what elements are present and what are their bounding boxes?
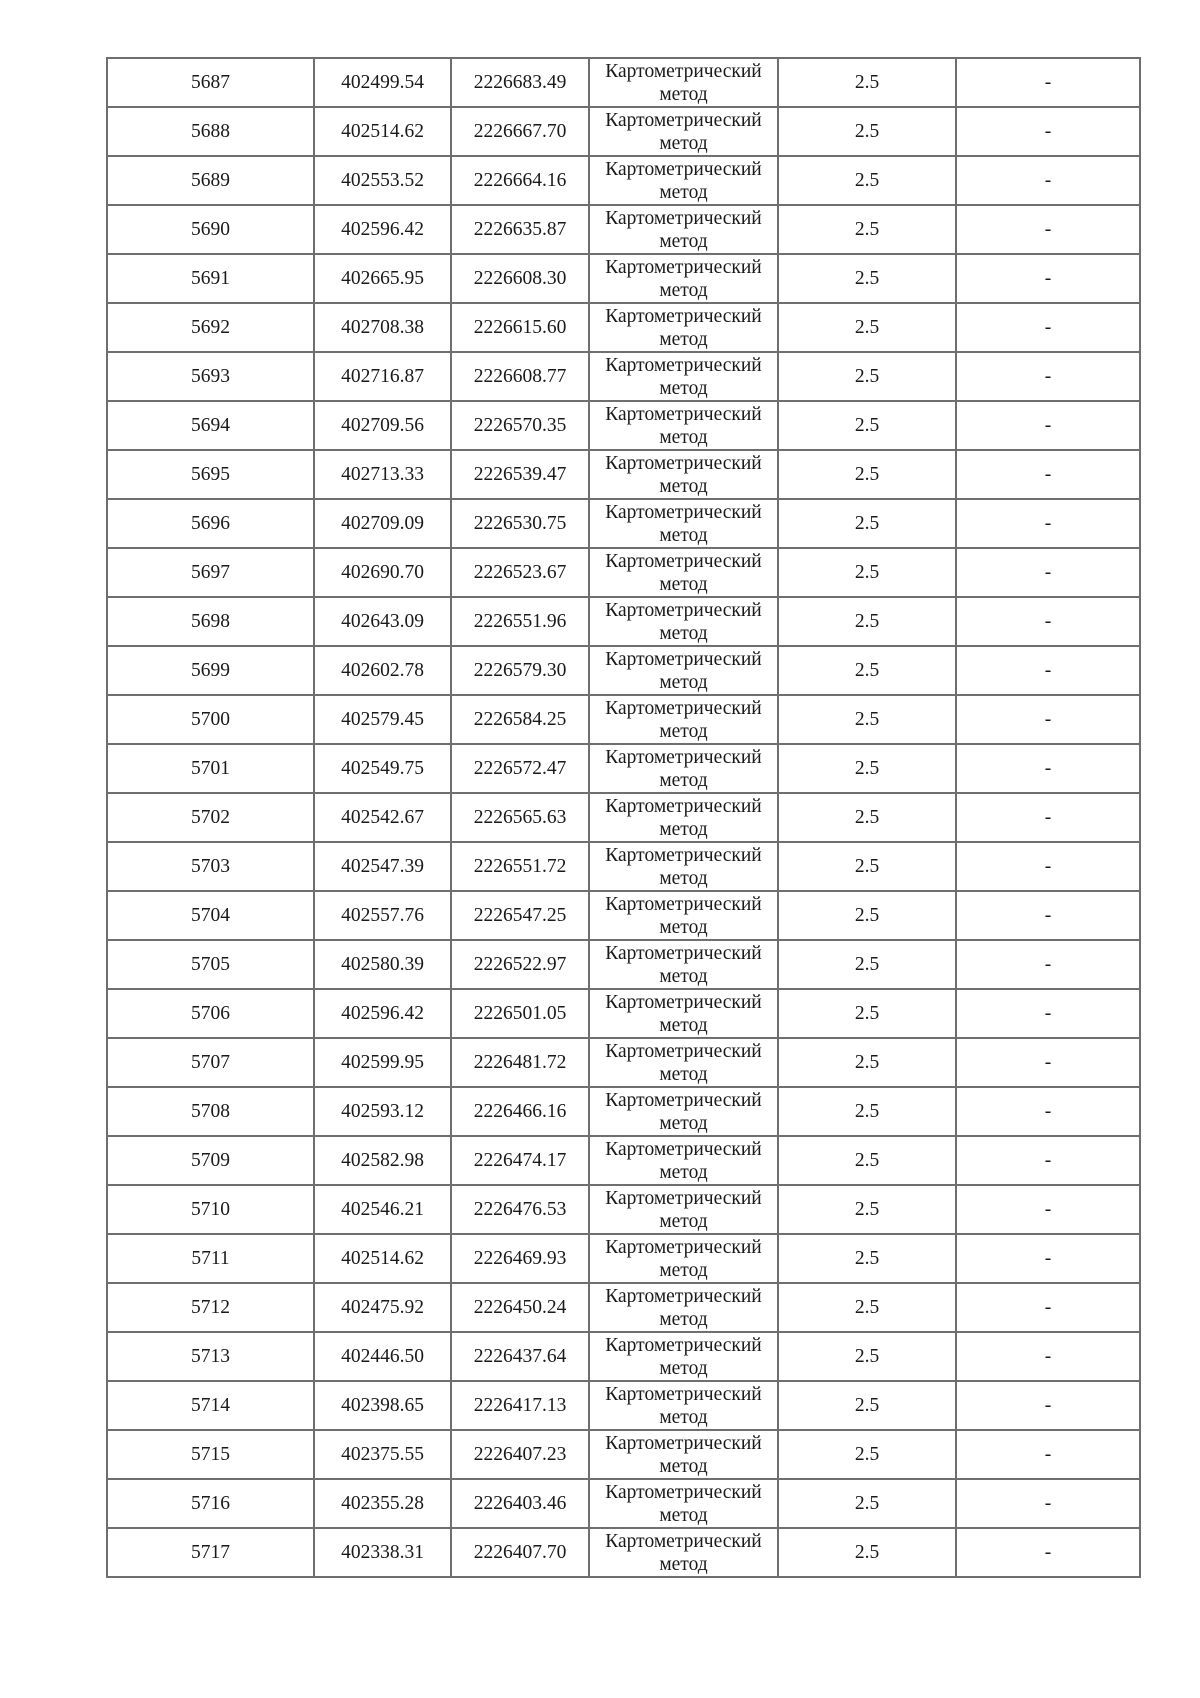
y-coordinate-cell: 2226450.24 [451, 1283, 589, 1332]
accuracy-cell: 2.5 [778, 58, 956, 107]
accuracy-cell: 2.5 [778, 1528, 956, 1577]
note-cell: - [956, 744, 1140, 793]
method-cell [589, 450, 778, 499]
method-cell [589, 1234, 778, 1283]
note-cell: - [956, 940, 1140, 989]
point-number-cell: 5695 [107, 450, 314, 499]
accuracy-cell: 2.5 [778, 1479, 956, 1528]
y-coordinate-cell: 2226466.16 [451, 1087, 589, 1136]
table-row [107, 303, 1140, 352]
method-cell [589, 1283, 778, 1332]
y-coordinate-cell: 2226584.25 [451, 695, 589, 744]
method-line-1: Картометрический [605, 551, 762, 572]
point-number-cell: 5689 [107, 156, 314, 205]
method-line-2: метод [659, 1260, 708, 1281]
accuracy-cell: 2.5 [778, 1038, 956, 1087]
note-cell: - [956, 450, 1140, 499]
note-cell: - [956, 646, 1140, 695]
y-coordinate-cell: 2226437.64 [451, 1332, 589, 1381]
note-cell: - [956, 989, 1140, 1038]
method-cell [589, 1185, 778, 1234]
y-coordinate-cell: 2226530.75 [451, 499, 589, 548]
method-line-1: Картометрический [605, 894, 762, 915]
x-coordinate-cell: 402643.09 [314, 597, 451, 646]
method-line-2: метод [659, 280, 708, 301]
method-line-1: Картометрический [605, 1433, 762, 1454]
note-cell: - [956, 597, 1140, 646]
point-number-cell: 5687 [107, 58, 314, 107]
y-coordinate-cell: 2226474.17 [451, 1136, 589, 1185]
method-line-1: Картометрический [605, 698, 762, 719]
x-coordinate-cell: 402549.75 [314, 744, 451, 793]
method-cell [589, 1479, 778, 1528]
method-cell [589, 1430, 778, 1479]
method-line-2: метод [659, 1554, 708, 1575]
method-line-1: Картометрический [605, 796, 762, 817]
point-number-cell: 5714 [107, 1381, 314, 1430]
y-coordinate-cell: 2226481.72 [451, 1038, 589, 1087]
note-cell: - [956, 254, 1140, 303]
method-cell [589, 695, 778, 744]
method-line-1: Картометрический [605, 110, 762, 131]
method-line-2: метод [659, 84, 708, 105]
method-line-1: Картометрический [605, 649, 762, 670]
table-row [107, 891, 1140, 940]
method-line-1: Картометрический [605, 453, 762, 474]
x-coordinate-cell: 402709.56 [314, 401, 451, 450]
x-coordinate-cell: 402355.28 [314, 1479, 451, 1528]
method-line-1: Картометрический [605, 1188, 762, 1209]
accuracy-cell: 2.5 [778, 156, 956, 205]
method-line-2: метод [659, 1505, 708, 1526]
table-row [107, 254, 1140, 303]
point-number-cell: 5692 [107, 303, 314, 352]
table-row [107, 1528, 1140, 1577]
method-cell [589, 842, 778, 891]
x-coordinate-cell: 402599.95 [314, 1038, 451, 1087]
note-cell: - [956, 891, 1140, 940]
x-coordinate-cell: 402596.42 [314, 989, 451, 1038]
accuracy-cell: 2.5 [778, 254, 956, 303]
y-coordinate-cell: 2226664.16 [451, 156, 589, 205]
x-coordinate-cell: 402579.45 [314, 695, 451, 744]
method-line-2: метод [659, 1309, 708, 1330]
method-line-2: метод [659, 182, 708, 203]
method-line-2: метод [659, 1015, 708, 1036]
method-cell [589, 891, 778, 940]
point-number-cell: 5703 [107, 842, 314, 891]
table-row [107, 597, 1140, 646]
method-line-2: метод [659, 966, 708, 987]
method-cell [589, 499, 778, 548]
method-line-2: метод [659, 1456, 708, 1477]
method-line-2: метод [659, 1162, 708, 1183]
note-cell: - [956, 1381, 1140, 1430]
method-line-2: метод [659, 672, 708, 693]
x-coordinate-cell: 402557.76 [314, 891, 451, 940]
note-cell: - [956, 1087, 1140, 1136]
method-line-1: Картометрический [605, 1041, 762, 1062]
point-number-cell: 5702 [107, 793, 314, 842]
x-coordinate-cell: 402542.67 [314, 793, 451, 842]
point-number-cell: 5696 [107, 499, 314, 548]
x-coordinate-cell: 402375.55 [314, 1430, 451, 1479]
accuracy-cell: 2.5 [778, 1332, 956, 1381]
method-line-2: метод [659, 770, 708, 791]
method-line-2: метод [659, 231, 708, 252]
point-number-cell: 5710 [107, 1185, 314, 1234]
table-row [107, 793, 1140, 842]
table-row [107, 1430, 1140, 1479]
point-number-cell: 5716 [107, 1479, 314, 1528]
table-row [107, 940, 1140, 989]
y-coordinate-cell: 2226683.49 [451, 58, 589, 107]
method-line-1: Картометрический [605, 502, 762, 523]
method-line-1: Картометрический [605, 747, 762, 768]
method-line-1: Картометрический [605, 1531, 762, 1552]
x-coordinate-cell: 402547.39 [314, 842, 451, 891]
y-coordinate-cell: 2226403.46 [451, 1479, 589, 1528]
accuracy-cell: 2.5 [778, 450, 956, 499]
note-cell: - [956, 58, 1140, 107]
point-number-cell: 5715 [107, 1430, 314, 1479]
method-line-1: Картометрический [605, 257, 762, 278]
method-line-1: Картометрический [605, 1139, 762, 1160]
accuracy-cell: 2.5 [778, 1381, 956, 1430]
point-number-cell: 5711 [107, 1234, 314, 1283]
table-row [107, 744, 1140, 793]
note-cell: - [956, 842, 1140, 891]
table-row [107, 1038, 1140, 1087]
method-line-2: метод [659, 378, 708, 399]
method-cell [589, 1136, 778, 1185]
method-line-1: Картометрический [605, 600, 762, 621]
accuracy-cell: 2.5 [778, 744, 956, 793]
method-line-1: Картометрический [605, 992, 762, 1013]
x-coordinate-cell: 402499.54 [314, 58, 451, 107]
point-number-cell: 5691 [107, 254, 314, 303]
method-line-1: Картометрический [605, 208, 762, 229]
y-coordinate-cell: 2226572.47 [451, 744, 589, 793]
method-line-2: метод [659, 819, 708, 840]
method-line-1: Картометрический [605, 845, 762, 866]
note-cell: - [956, 1136, 1140, 1185]
method-cell [589, 1528, 778, 1577]
point-number-cell: 5713 [107, 1332, 314, 1381]
point-number-cell: 5717 [107, 1528, 314, 1577]
point-number-cell: 5694 [107, 401, 314, 450]
method-cell [589, 1038, 778, 1087]
table-row [107, 156, 1140, 205]
table-row [107, 548, 1140, 597]
x-coordinate-cell: 402338.31 [314, 1528, 451, 1577]
method-cell [589, 107, 778, 156]
table-row [107, 1381, 1140, 1430]
method-line-1: Картометрический [605, 61, 762, 82]
method-line-2: метод [659, 476, 708, 497]
method-line-1: Картометрический [605, 1335, 762, 1356]
method-line-2: метод [659, 525, 708, 546]
method-cell [589, 352, 778, 401]
method-cell [589, 548, 778, 597]
method-cell [589, 597, 778, 646]
note-cell: - [956, 1479, 1140, 1528]
note-cell: - [956, 352, 1140, 401]
y-coordinate-cell: 2226551.96 [451, 597, 589, 646]
accuracy-cell: 2.5 [778, 1087, 956, 1136]
x-coordinate-cell: 402713.33 [314, 450, 451, 499]
accuracy-cell: 2.5 [778, 695, 956, 744]
method-cell [589, 646, 778, 695]
note-cell: - [956, 401, 1140, 450]
y-coordinate-cell: 2226407.23 [451, 1430, 589, 1479]
y-coordinate-cell: 2226608.30 [451, 254, 589, 303]
accuracy-cell: 2.5 [778, 793, 956, 842]
method-cell [589, 1332, 778, 1381]
table-row [107, 58, 1140, 107]
x-coordinate-cell: 402514.62 [314, 107, 451, 156]
point-number-cell: 5712 [107, 1283, 314, 1332]
point-number-cell: 5705 [107, 940, 314, 989]
method-line-2: метод [659, 574, 708, 595]
table-row [107, 401, 1140, 450]
y-coordinate-cell: 2226579.30 [451, 646, 589, 695]
table-row [107, 989, 1140, 1038]
x-coordinate-cell: 402553.52 [314, 156, 451, 205]
x-coordinate-cell: 402580.39 [314, 940, 451, 989]
table-row [107, 1087, 1140, 1136]
method-line-2: метод [659, 917, 708, 938]
note-cell: - [956, 303, 1140, 352]
note-cell: - [956, 1234, 1140, 1283]
table-row [107, 1234, 1140, 1283]
table-row [107, 450, 1140, 499]
accuracy-cell: 2.5 [778, 1136, 956, 1185]
coordinates-table-body [107, 58, 1140, 1577]
point-number-cell: 5707 [107, 1038, 314, 1087]
method-line-1: Картометрический [605, 306, 762, 327]
note-cell: - [956, 793, 1140, 842]
note-cell: - [956, 1283, 1140, 1332]
accuracy-cell: 2.5 [778, 401, 956, 450]
y-coordinate-cell: 2226523.67 [451, 548, 589, 597]
y-coordinate-cell: 2226615.60 [451, 303, 589, 352]
method-line-2: метод [659, 1358, 708, 1379]
note-cell: - [956, 1185, 1140, 1234]
method-line-2: метод [659, 1211, 708, 1232]
point-number-cell: 5690 [107, 205, 314, 254]
method-line-1: Картометрический [605, 404, 762, 425]
point-number-cell: 5706 [107, 989, 314, 1038]
note-cell: - [956, 156, 1140, 205]
x-coordinate-cell: 402593.12 [314, 1087, 451, 1136]
method-cell [589, 793, 778, 842]
note-cell: - [956, 695, 1140, 744]
coordinates-table [106, 57, 1141, 1578]
note-cell: - [956, 205, 1140, 254]
y-coordinate-cell: 2226476.53 [451, 1185, 589, 1234]
method-line-2: метод [659, 427, 708, 448]
x-coordinate-cell: 402475.92 [314, 1283, 451, 1332]
point-number-cell: 5700 [107, 695, 314, 744]
point-number-cell: 5688 [107, 107, 314, 156]
point-number-cell: 5704 [107, 891, 314, 940]
x-coordinate-cell: 402546.21 [314, 1185, 451, 1234]
method-line-1: Картометрический [605, 1286, 762, 1307]
y-coordinate-cell: 2226547.25 [451, 891, 589, 940]
y-coordinate-cell: 2226469.93 [451, 1234, 589, 1283]
method-cell [589, 1087, 778, 1136]
method-line-1: Картометрический [605, 355, 762, 376]
table-row [107, 646, 1140, 695]
y-coordinate-cell: 2226407.70 [451, 1528, 589, 1577]
y-coordinate-cell: 2226667.70 [451, 107, 589, 156]
point-number-cell: 5709 [107, 1136, 314, 1185]
x-coordinate-cell: 402709.09 [314, 499, 451, 548]
accuracy-cell: 2.5 [778, 1430, 956, 1479]
point-number-cell: 5699 [107, 646, 314, 695]
point-number-cell: 5708 [107, 1087, 314, 1136]
x-coordinate-cell: 402665.95 [314, 254, 451, 303]
point-number-cell: 5701 [107, 744, 314, 793]
method-cell [589, 1381, 778, 1430]
y-coordinate-cell: 2226570.35 [451, 401, 589, 450]
method-cell [589, 989, 778, 1038]
table-row [107, 1479, 1140, 1528]
accuracy-cell: 2.5 [778, 891, 956, 940]
x-coordinate-cell: 402690.70 [314, 548, 451, 597]
accuracy-cell: 2.5 [778, 842, 956, 891]
table-row [107, 1185, 1140, 1234]
accuracy-cell: 2.5 [778, 1185, 956, 1234]
table-row [107, 107, 1140, 156]
y-coordinate-cell: 2226417.13 [451, 1381, 589, 1430]
method-line-2: метод [659, 133, 708, 154]
method-line-2: метод [659, 721, 708, 742]
table-row [107, 842, 1140, 891]
table-row [107, 1136, 1140, 1185]
method-cell [589, 156, 778, 205]
point-number-cell: 5693 [107, 352, 314, 401]
method-cell [589, 58, 778, 107]
table-row [107, 695, 1140, 744]
method-line-1: Картометрический [605, 159, 762, 180]
method-line-1: Картометрический [605, 1237, 762, 1258]
table-row [107, 1332, 1140, 1381]
method-line-1: Картометрический [605, 1384, 762, 1405]
method-cell [589, 303, 778, 352]
x-coordinate-cell: 402708.38 [314, 303, 451, 352]
x-coordinate-cell: 402602.78 [314, 646, 451, 695]
accuracy-cell: 2.5 [778, 499, 956, 548]
method-cell [589, 940, 778, 989]
table-row [107, 1283, 1140, 1332]
note-cell: - [956, 548, 1140, 597]
method-line-2: метод [659, 1113, 708, 1134]
method-line-2: метод [659, 1064, 708, 1085]
method-cell [589, 744, 778, 793]
method-line-2: метод [659, 1407, 708, 1428]
y-coordinate-cell: 2226565.63 [451, 793, 589, 842]
table-row [107, 205, 1140, 254]
y-coordinate-cell: 2226551.72 [451, 842, 589, 891]
accuracy-cell: 2.5 [778, 352, 956, 401]
point-number-cell: 5698 [107, 597, 314, 646]
y-coordinate-cell: 2226539.47 [451, 450, 589, 499]
method-line-2: метод [659, 868, 708, 889]
note-cell: - [956, 1528, 1140, 1577]
note-cell: - [956, 107, 1140, 156]
note-cell: - [956, 499, 1140, 548]
x-coordinate-cell: 402398.65 [314, 1381, 451, 1430]
method-cell [589, 254, 778, 303]
accuracy-cell: 2.5 [778, 940, 956, 989]
y-coordinate-cell: 2226635.87 [451, 205, 589, 254]
note-cell: - [956, 1332, 1140, 1381]
table-row [107, 499, 1140, 548]
accuracy-cell: 2.5 [778, 989, 956, 1038]
method-line-2: метод [659, 623, 708, 644]
method-line-1: Картометрический [605, 1090, 762, 1111]
note-cell: - [956, 1430, 1140, 1479]
accuracy-cell: 2.5 [778, 1283, 956, 1332]
accuracy-cell: 2.5 [778, 205, 956, 254]
method-line-1: Картометрический [605, 943, 762, 964]
method-cell [589, 205, 778, 254]
y-coordinate-cell: 2226608.77 [451, 352, 589, 401]
accuracy-cell: 2.5 [778, 597, 956, 646]
method-line-2: метод [659, 329, 708, 350]
x-coordinate-cell: 402514.62 [314, 1234, 451, 1283]
accuracy-cell: 2.5 [778, 548, 956, 597]
y-coordinate-cell: 2226501.05 [451, 989, 589, 1038]
y-coordinate-cell: 2226522.97 [451, 940, 589, 989]
method-cell [589, 401, 778, 450]
method-line-1: Картометрический [605, 1482, 762, 1503]
x-coordinate-cell: 402596.42 [314, 205, 451, 254]
note-cell: - [956, 1038, 1140, 1087]
accuracy-cell: 2.5 [778, 646, 956, 695]
accuracy-cell: 2.5 [778, 107, 956, 156]
point-number-cell: 5697 [107, 548, 314, 597]
accuracy-cell: 2.5 [778, 303, 956, 352]
accuracy-cell: 2.5 [778, 1234, 956, 1283]
x-coordinate-cell: 402716.87 [314, 352, 451, 401]
x-coordinate-cell: 402582.98 [314, 1136, 451, 1185]
table-row [107, 352, 1140, 401]
x-coordinate-cell: 402446.50 [314, 1332, 451, 1381]
